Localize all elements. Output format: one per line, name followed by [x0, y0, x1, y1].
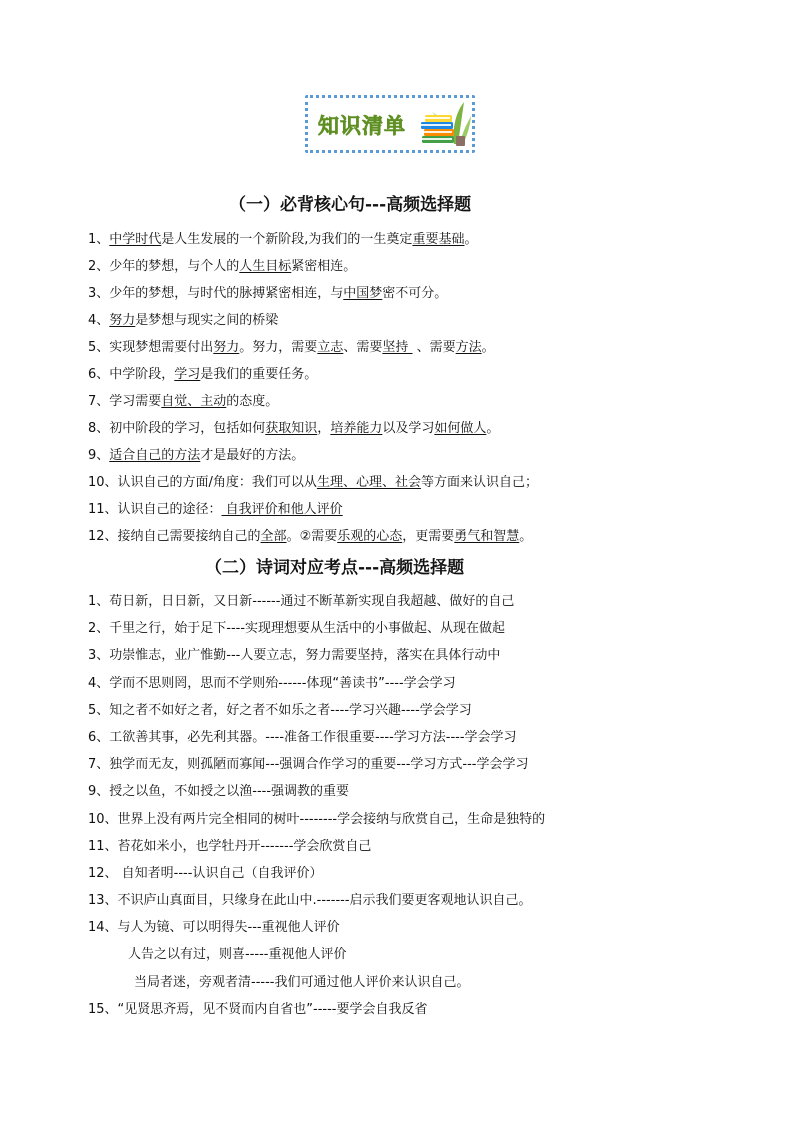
item-text: 是我们的重要任务。: [200, 367, 318, 382]
list-item-continuation: 当局者迷，旁观者清-----我们可通过他人评价来认识自己。: [134, 974, 470, 990]
section1-list: [88, 226, 728, 550]
badge-title: 知识清单: [318, 114, 406, 138]
key-term: 人生目标: [239, 259, 292, 274]
item-text: 才是最好的方法。: [200, 448, 305, 463]
list-item: [88, 253, 728, 280]
item-text: 以及学习: [382, 421, 435, 436]
list-item: [88, 307, 728, 334]
list-item: [88, 442, 728, 469]
list-item: 10、世界上没有两片完全相同的树叶--------学会接纳与欣赏自己，生命是独特的: [88, 811, 546, 827]
list-item-continuation: 人告之以有过，则喜-----重视他人评价: [128, 947, 347, 963]
list-item: [88, 280, 728, 307]
section2-title: （二）诗词对应考点---高频选择题: [205, 558, 465, 578]
item-text: 5、实现梦想需要付出: [88, 340, 214, 355]
key-term: 学习: [174, 367, 201, 382]
item-text: 1、: [88, 232, 110, 247]
list-item: 15、“见贤思齐焉，见不贤而内自省也”-----要学会自我反省: [88, 1001, 428, 1017]
list-item: 4、学而不思则罔，思而不学则殆------体现“善读书”----学会学习: [88, 675, 456, 691]
item-text: 。: [481, 340, 495, 355]
item-text: 4、: [88, 313, 110, 328]
item-text: 11、认识自己的途径：: [88, 502, 222, 517]
key-term: 培养能力: [330, 421, 383, 436]
knowledge-list-badge: [305, 95, 475, 153]
list-item: [88, 469, 728, 496]
list-item: 5、知之者不如好之者，好之者不如乐之者----学习兴趣----学会学习: [88, 702, 472, 718]
item-text: 6、中学阶段，: [88, 367, 175, 382]
list-item: 6、工欲善其事，必先利其器。----准备工作很重要----学习方法----学会学习: [88, 729, 517, 745]
item-text: 12、接纳自己需要接纳自己的: [88, 529, 261, 544]
item-text: 9、: [88, 448, 110, 463]
list-item: [88, 361, 728, 388]
item-text: 。: [486, 421, 500, 436]
item-text: 3、少年的梦想，与时代的脉搏紧密相连，与: [88, 286, 344, 301]
key-term: 努力: [109, 313, 136, 328]
key-term: 生理、心理、社会: [316, 475, 421, 490]
item-text: 紧密相连。: [291, 259, 357, 274]
item-text: 8、初中阶段的学习，包括如何: [88, 421, 266, 436]
books-plant-icon: [416, 98, 472, 150]
key-term: 自觉、主动: [161, 394, 227, 409]
key-term: 方法: [455, 340, 482, 355]
item-text: ，: [317, 421, 331, 436]
key-term: 乐观的心态: [337, 529, 403, 544]
item-text: 7、学习需要: [88, 394, 162, 409]
key-term: 获取知识: [265, 421, 318, 436]
list-item: 9、授之以鱼，不如授之以渔----强调教的重要: [88, 784, 350, 800]
item-text: 。: [519, 529, 533, 544]
key-term: 中学时代: [109, 232, 162, 247]
item-text: 、需要: [412, 340, 456, 355]
list-item: 3、功崇惟志，业广惟勤---人要立志，努力需要坚持，落实在具体行动中: [88, 648, 501, 664]
list-item: 13、不识庐山真面目，只缘身在此山中.-------启示我们要更客观地认识自己。: [88, 893, 532, 909]
key-term: 勇气和智慧: [454, 529, 520, 544]
item-text: 10、认识自己的方面/角度：我们可以从: [88, 475, 317, 490]
key-term: 立志: [317, 340, 344, 355]
item-text: 2、少年的梦想，与个人的: [88, 259, 240, 274]
item-text: 等方面来认识自己；: [420, 475, 538, 490]
key-term: 如何做人: [434, 421, 487, 436]
item-text: 的态度。: [226, 394, 279, 409]
item-text: 是梦想与现实之间的桥梁: [135, 313, 279, 328]
list-item: [88, 415, 728, 442]
key-term: 坚持: [382, 340, 413, 355]
list-item: 1、苟日新，日日新，又日新------通过不断革新实现自我超越、做好的自己: [88, 594, 515, 609]
section2-list: [88, 588, 728, 1023]
item-text: 。: [464, 232, 478, 247]
item-text: 。②需要: [286, 529, 338, 544]
list-item: [88, 388, 728, 415]
list-item: [88, 334, 728, 361]
list-item: 12、 自知者明----认识自己（自我评价）: [88, 865, 323, 881]
item-text: 、需要: [343, 340, 383, 355]
key-term: 自我评价和他人评价: [221, 502, 343, 517]
list-item: 11、苔花如米小，也学牡丹开-------学会欣赏自己: [88, 838, 372, 854]
item-text: 是人生发展的一个新阶段,为我们的一生奠定: [161, 232, 413, 247]
key-term: 适合自己的方法: [109, 448, 201, 463]
key-term: 全部: [260, 529, 287, 544]
key-term: 努力: [213, 340, 240, 355]
list-item: [88, 496, 728, 523]
key-term: 重要基础: [412, 232, 465, 247]
list-item: [88, 523, 728, 550]
section1-title: （一）必背核心句---高频选择题: [229, 195, 472, 215]
list-item: [88, 226, 728, 253]
item-text: 密不可分。: [382, 286, 448, 301]
list-item: 2、千里之行，始于足下----实现理想要从生活中的小事做起、从现在做起: [88, 621, 506, 637]
item-text: 。努力，需要: [239, 340, 318, 355]
list-item: 7、独学而无友，则孤陋而寡闻---强调合作学习的重要---学习方式---学会学习: [88, 757, 529, 773]
key-term: 中国梦: [343, 286, 383, 301]
item-text: ，更需要: [402, 529, 455, 544]
list-item: 14、与人为镜、可以明得失---重视他人评价: [88, 920, 340, 936]
